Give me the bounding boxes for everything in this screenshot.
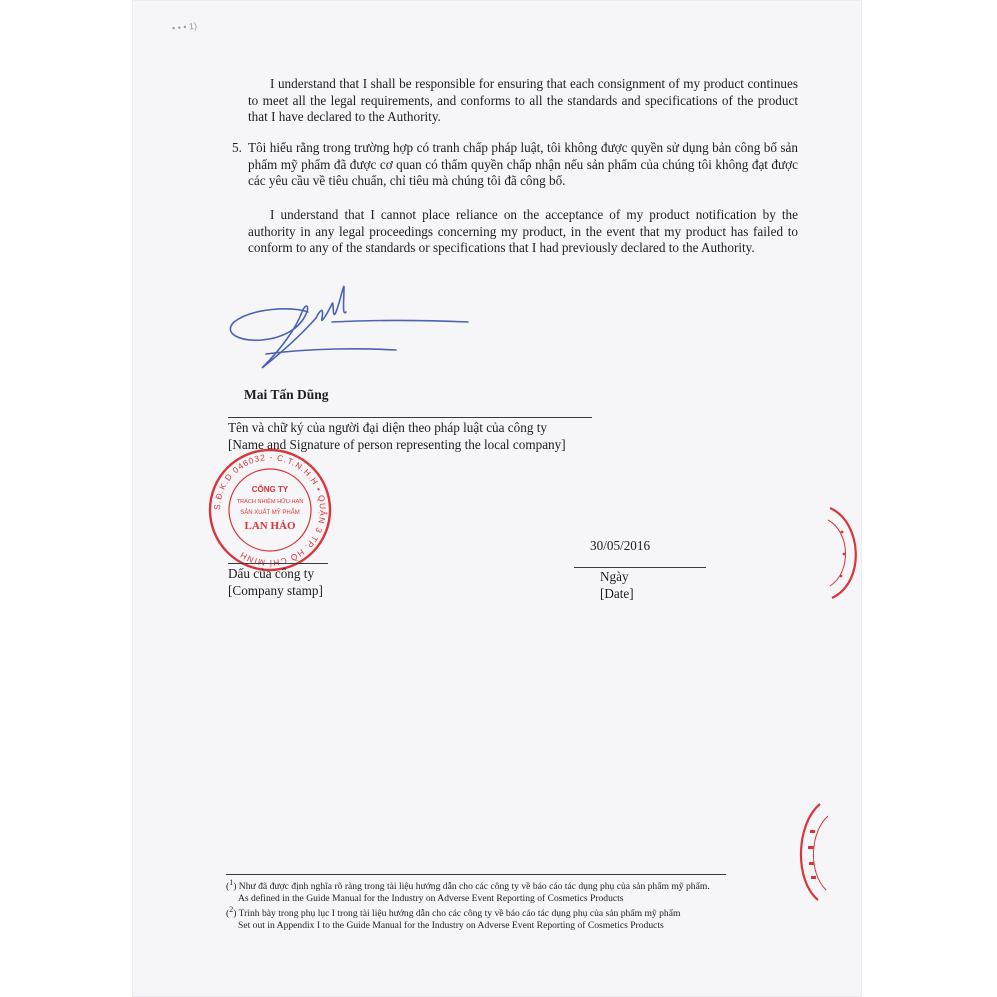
footnote-1-en: As defined in the Guide Manual for the Industry on Adverse Event Reporting of Cosmetics Products	[238, 892, 624, 904]
stamp-caption-vi: Dấu của công ty	[228, 566, 315, 581]
footnote-2-vi: ($^2$) Trình bày trong phụ lục I trong tài liệu hướng dẫn cho các công ty về báo cáo tác dụng phụ của sản phẩm mỹ phẩm	[226, 905, 681, 920]
stamp-line-1: CÔNG TY	[251, 485, 289, 494]
footnotes	[226, 877, 786, 931]
footnote-2-mark: 2	[229, 905, 234, 914]
paragraph-vietnamese-reliance: Tôi hiểu rằng trong trường hợp có tranh chấp pháp luật, tôi không được quyền sử dụng bản công bố sản phẩm mỹ phẩm đã được cơ quan có thẩm quyền chấp nhận nếu sản phẩm của chúng tôi không đạt được các yêu cầu về tiêu chuẩn, chỉ tiêu mà chúng tôi đã công bố.	[248, 140, 798, 188]
signature-caption-en: [Name and Signature of person representing the local company]	[228, 436, 566, 452]
footnote-1-mark: 1	[229, 878, 234, 887]
signature-line	[228, 417, 592, 418]
paragraph-reliance: I understand that I cannot place reliance on the acceptance of my product notification by the authority in any legal proceedings concerning my product, in the event that my product has failed to conform to any of the standards or specifications that I had previously declared to the Authority.	[248, 207, 798, 255]
signature-caption-vi: Tên và chữ ký của người đại diện theo pháp luật của công ty	[228, 420, 547, 435]
stamp-line-4: LAN HẢO	[244, 520, 296, 532]
paragraph-responsibility: I understand that I shall be responsible for ensuring that each consignment of my product continues to meet all the legal requirements, and conforms to all the standards and specifications of the product that I have declared to the Authority.	[248, 76, 798, 124]
stamp-line	[228, 563, 328, 564]
stamp-caption-en: [Company stamp]	[228, 582, 323, 598]
date-value: 30/05/2016	[590, 538, 651, 553]
signer-name: Mai Tấn Dũng	[244, 387, 329, 402]
stamp-ring-text: S.Đ.K.D 046032 - C.T.N.H.H • QUẬN 3 TP. HỒ CHÍ MINH	[211, 451, 329, 569]
stamp-line-2: TRÁCH NHIỆM HỮU HẠN	[236, 499, 304, 505]
item-number-5: 5.	[232, 140, 242, 155]
date-caption	[600, 569, 634, 602]
handwritten-signature	[222, 282, 482, 382]
footnote-2-en: Set out in Appendix I to the Guide Manual for the Industry on Adverse Event Reporting of Cosmetics Products	[238, 919, 664, 931]
date-line	[574, 567, 706, 568]
stamp-line-3: SẢN XUẤT MỸ PHẨM	[240, 510, 300, 516]
edge-seal-fragment-bottom	[790, 800, 830, 904]
company-stamp	[206, 446, 334, 574]
corner-handwritten-note: • • • 1)	[171, 20, 198, 34]
footnote-1-vi: ($^1$) Như đã được định nghĩa rõ ràng trong tài liệu hướng dẫn cho các công ty về báo cáo tác dụng phụ của sản phẩm mỹ phẩm.	[226, 878, 710, 893]
stamp-caption	[228, 566, 323, 599]
date-caption-en: [Date]	[600, 585, 634, 601]
footnote-separator	[226, 874, 726, 875]
date-caption-vi: Ngày	[600, 569, 629, 584]
edge-seal-fragment-top	[826, 502, 862, 602]
